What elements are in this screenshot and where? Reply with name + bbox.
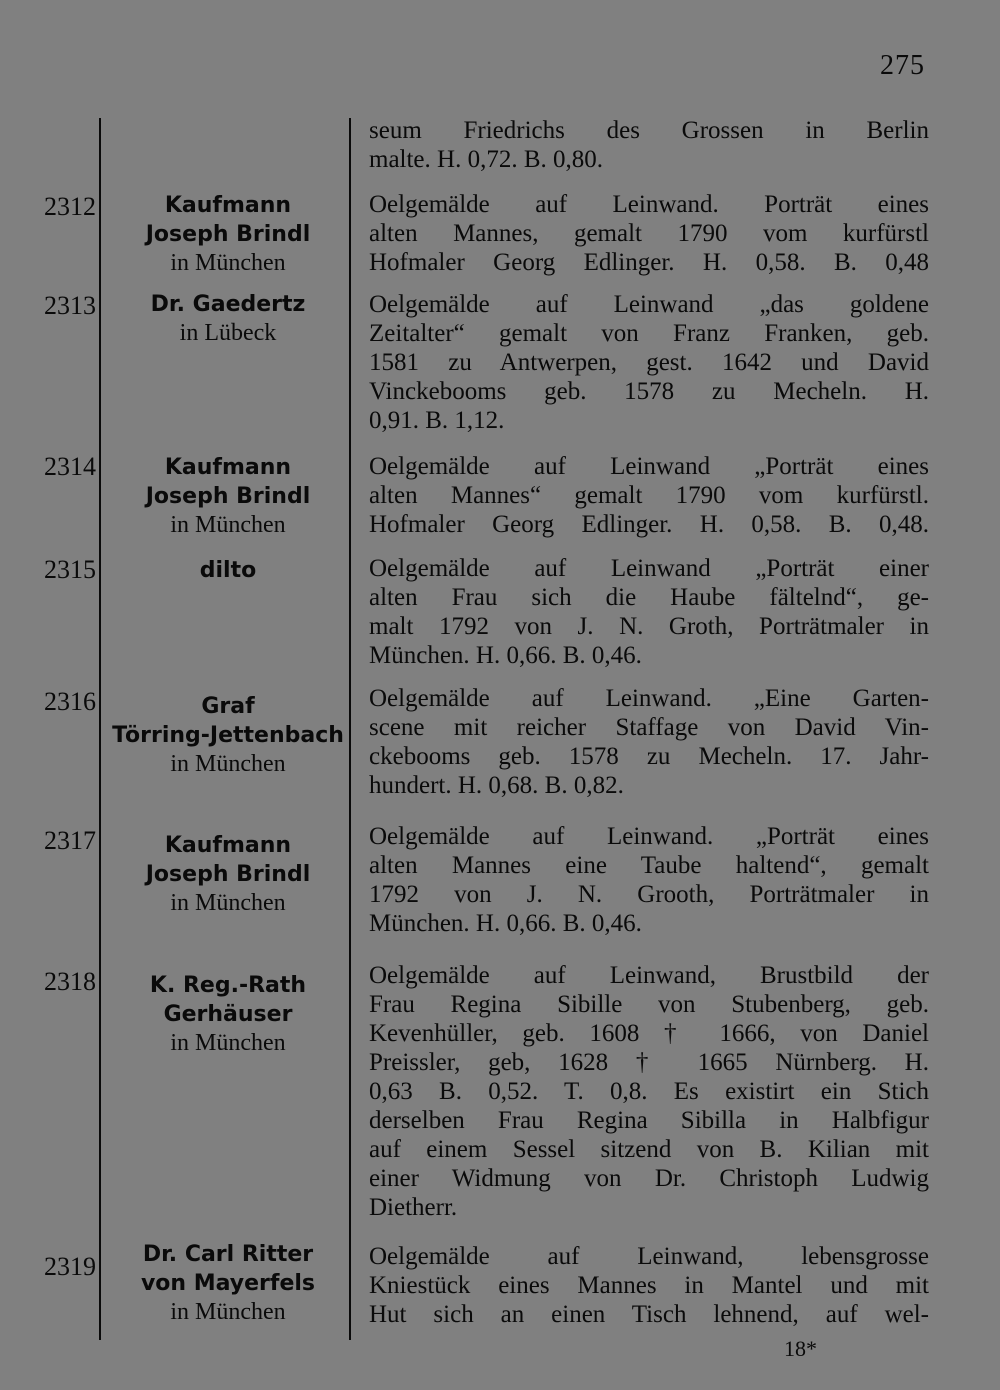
entry-number: 2318: [44, 967, 96, 996]
text-line: 0,91. B. 1,12.: [369, 407, 505, 434]
entry-description: [369, 190, 929, 277]
text-line: alten Frau sich die Haube fältelnd“, ge-: [369, 584, 929, 611]
entry-number: 2319: [44, 1252, 96, 1281]
entry-description: [369, 961, 929, 1222]
owner-cell: [110, 692, 346, 779]
text-line: Vinckebooms geb. 1578 zu Mecheln. H.: [369, 378, 929, 405]
owner-location: in München: [170, 512, 286, 538]
text-line: Oelgemälde auf Leinwand. „Eine Garten-: [369, 685, 929, 712]
owner-cell: [110, 191, 346, 278]
text-line: Preissler, geb, 1628 † 1665 Nürnberg. H.: [369, 1049, 929, 1076]
owner-line: K. Reg.-Rath: [149, 973, 307, 998]
entry-number: 2314: [44, 452, 96, 481]
text-line: malt 1792 von J. N. Groth, Porträtmaler in: [369, 613, 929, 640]
owner-line: Dr. Gaedertz: [150, 292, 306, 317]
entry-description: [369, 554, 929, 670]
text-line: Kniestück eines Mannes in Mantel und mit: [369, 1272, 929, 1299]
owner-location: in Lübeck: [179, 320, 277, 346]
text-line: Hut sich an einen Tisch lehnend, auf wel-: [369, 1301, 929, 1328]
entry-description: [369, 1242, 929, 1329]
text-line: seum Friedrichs des Grossen in Berlin: [369, 117, 929, 144]
entry-description: [369, 822, 929, 938]
owner-line: dilto: [199, 558, 257, 583]
text-line: ckebooms geb. 1578 zu Mecheln. 17. Jahr-: [369, 743, 929, 770]
entry-description: [369, 684, 929, 800]
text-line: Hofmaler Georg Edlinger. H. 0,58. B. 0,48: [369, 249, 929, 276]
entry-description: [369, 452, 929, 539]
owner-line: Kaufmann: [164, 193, 292, 218]
entry-description: [369, 290, 929, 435]
text-line: alten Mannes eine Taube haltend“, gemalt: [369, 852, 929, 879]
text-line: Frau Regina Sibille von Stubenberg, geb.: [369, 991, 929, 1018]
owner-location: in München: [170, 1030, 286, 1056]
owner-cell: [110, 1240, 346, 1327]
text-line: Oelgemälde auf Leinwand, lebensgrosse: [369, 1243, 929, 1270]
owner-line: Joseph Brindl: [145, 222, 311, 247]
owner-line: Kaufmann: [164, 833, 292, 858]
text-line: Oelgemälde auf Leinwand „das goldene: [369, 291, 929, 318]
owner-location: in München: [170, 751, 286, 777]
owner-cell: [110, 453, 346, 540]
continuation-text: [369, 116, 929, 174]
text-line: 0,63 B. 0,52. T. 0,8. Es existirt ein Stich: [369, 1078, 929, 1105]
owner-line: Törring-Jettenbach: [112, 723, 344, 748]
text-line: scene mit reicher Staffage von David Vin-: [369, 714, 929, 741]
owner-cell: [110, 971, 346, 1058]
owner-line: Joseph Brindl: [145, 484, 311, 509]
text-line: Oelgemälde auf Leinwand „Porträt einer: [369, 555, 929, 582]
owner-cell: [110, 290, 346, 348]
text-line: Oelgemälde auf Leinwand. „Porträt eines: [369, 823, 929, 850]
owner-location: in München: [170, 250, 286, 276]
text-line: derselben Frau Regina Sibilla in Halbfigur: [369, 1107, 929, 1134]
text-line: alten Mannes“ gemalt 1790 vom kurfürstl.: [369, 482, 929, 509]
owner-cell: [110, 556, 346, 585]
owner-line: Gerhäuser: [163, 1002, 293, 1027]
column-rule-middle: [349, 118, 351, 1340]
text-line: auf einem Sessel sitzend von B. Kilian mit: [369, 1136, 929, 1163]
column-rule-left: [99, 118, 101, 1340]
entry-number: 2313: [44, 291, 96, 320]
text-line: Dietherr.: [369, 1194, 458, 1221]
text-line: Kevenhüller, geb. 1608 † 1666, von Daniel: [369, 1020, 929, 1047]
text-line: Oelgemälde auf Leinwand „Porträt eines: [369, 453, 929, 480]
text-line: 1792 von J. N. Grooth, Porträtmaler in: [369, 881, 929, 908]
entry-number: 2317: [44, 826, 96, 855]
owner-line: Kaufmann: [164, 455, 292, 480]
text-line: Oelgemälde auf Leinwand. Porträt eines: [369, 191, 929, 218]
owner-line: Joseph Brindl: [145, 862, 311, 887]
owner-location: in München: [170, 890, 286, 916]
text-line: Zeitalter“ gemalt von Franz Franken, geb.: [369, 320, 929, 347]
text-line: hundert. H. 0,68. B. 0,82.: [369, 772, 624, 799]
entry-number: 2312: [44, 192, 96, 221]
text-line: malte. H. 0,72. B. 0,80.: [369, 146, 604, 173]
owner-cell: [110, 831, 346, 918]
text-line: Oelgemälde auf Leinwand, Brustbild der: [369, 962, 929, 989]
owner-line: Dr. Carl Ritter: [142, 1242, 314, 1267]
text-line: 1581 zu Antwerpen, gest. 1642 und David: [369, 349, 929, 376]
entry-number: 2315: [44, 555, 96, 584]
text-line: München. H. 0,66. B. 0,46.: [369, 642, 642, 669]
text-line: Hofmaler Georg Edlinger. H. 0,58. B. 0,48.: [369, 511, 929, 538]
owner-line: Graf: [201, 694, 255, 719]
text-line: München. H. 0,66. B. 0,46.: [369, 910, 642, 937]
owner-line: von Mayerfels: [140, 1271, 316, 1296]
owner-location: in München: [170, 1299, 286, 1325]
text-line: alten Mannes, gemalt 1790 vom kurfürstl: [369, 220, 929, 247]
text-line: einer Widmung von Dr. Christoph Ludwig: [369, 1165, 929, 1192]
entry-number: 2316: [44, 687, 96, 716]
signature-mark: 18*: [784, 1336, 817, 1361]
page-number: 275: [880, 50, 925, 81]
